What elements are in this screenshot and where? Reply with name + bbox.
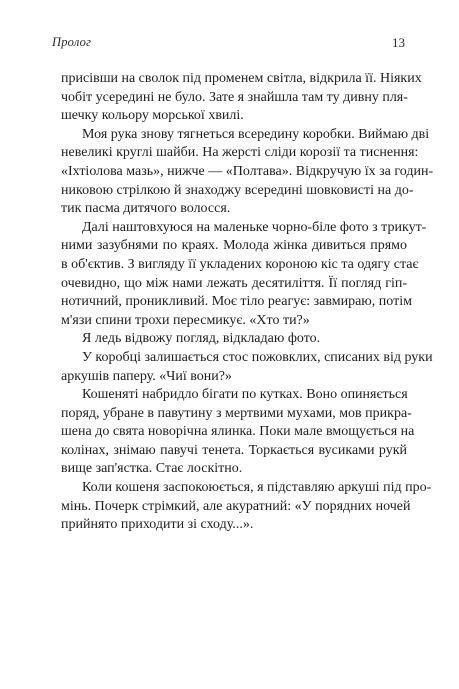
text-line: м'язи спини трохи пересмикує. «Хто ти?» — [61, 312, 310, 328]
text-line: шена до свята новорічна ялинка. Поки мале вмощується на — [61, 424, 415, 440]
text-line: нотичний, проникливий. Моє тіло реагує: завмираю, потім — [61, 294, 412, 310]
text-line: аркушів паперу. «Чиї вони?» — [61, 368, 232, 384]
text-line: чобіт усередині не було. Зате я знайшла там ту дивну пля- — [61, 89, 408, 105]
section-title: Пролог — [52, 35, 92, 49]
text-line: колінах, знімаю павучі тенета. Торкається вусиками рукй — [61, 442, 407, 458]
text-line: прийнято приходити зі сходу...». — [61, 517, 254, 533]
text-line: невеликі круглі шайби. На жерсті сліди корозії та тиснення: — [61, 145, 419, 161]
text-line: поряд, убране в павутину з мертвими мухами, мов прикра- — [61, 405, 412, 421]
page-number: 13 — [392, 35, 405, 50]
text-line: Моя рука знову тягнеться всередину коробки. Виймаю дві — [82, 126, 430, 142]
text-line: Я ледь відвожу погляд, відкладаю фото. — [82, 331, 321, 347]
text-line: вище зап'ястка. Стає лоскітно. — [61, 461, 243, 477]
text-line: У коробці залишається стос пожовклих, списаних від руки — [82, 349, 433, 365]
text-line: «Іхтіолова мазь», нижче — «Полтава». Відкручую їх за годин- — [61, 163, 434, 179]
text-line: ними зазубнями по краях. Молода жінка дивиться прямо — [61, 238, 407, 254]
text-line: в об'єктив. З вигляду її укладених короною кіс та одягу стає — [61, 256, 419, 272]
text-line: очевидно, що між нами лежать десятиліття. Її погляд гіп- — [61, 275, 407, 291]
text-line: Кошеняті набридло бігати по кутках. Воно опиняється — [82, 387, 408, 403]
text-line: Коли кошеня заспокоюється, я підставляю аркуші під про- — [82, 480, 432, 496]
running-head — [52, 35, 405, 51]
body-text — [61, 70, 434, 535]
text-line: присівши на сволок під променем світла, відкрила її. Ніяких — [61, 71, 422, 86]
text-line: мінь. Почерк стрімкий, але акуратний: «У порядних ночей — [61, 498, 411, 514]
text-line: шечку кольору морської хвилі. — [61, 108, 244, 124]
text-line: Далі наштовхуюся на маленьке чорно-біле фото з трикут- — [82, 219, 427, 235]
text-line: никовою стрілкою й знаходжу всередині шовковисті на до- — [61, 182, 414, 198]
text-line: тик пасма дитячого волосся. — [61, 201, 231, 217]
